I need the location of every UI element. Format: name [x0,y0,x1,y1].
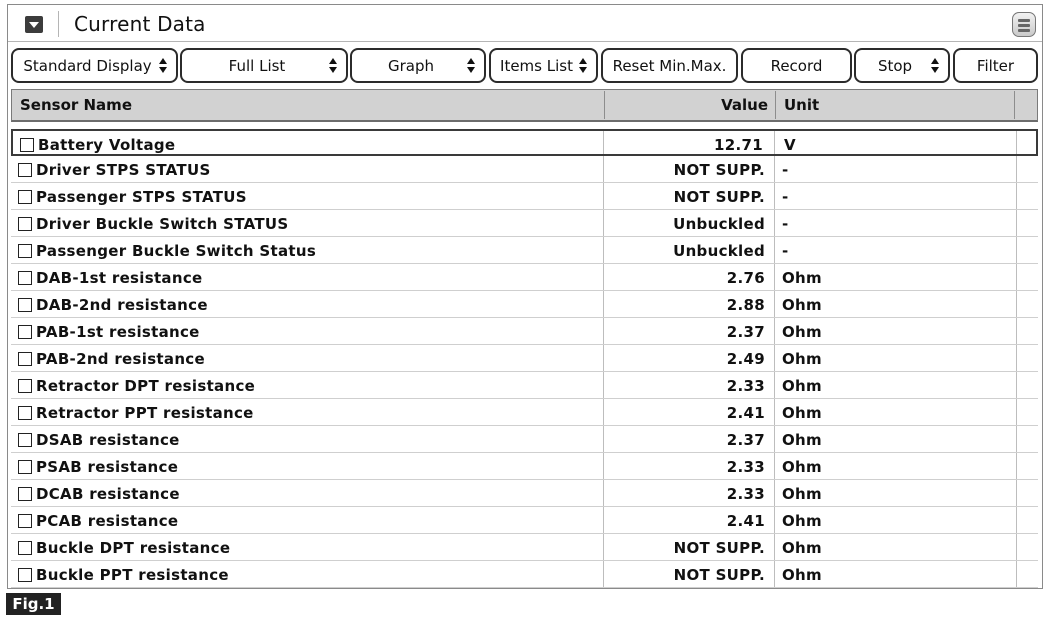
updown-arrow-icon [159,57,168,74]
sensor-data-table [11,89,1038,587]
sensor-unit-cell: Ohm [782,430,822,449]
sensor-unit-cell: Ohm [782,457,822,476]
sensor-unit-cell: - [782,160,789,179]
checkbox-icon[interactable] [20,138,34,152]
chevron-down-icon[interactable] [25,16,43,33]
menu-icon[interactable] [1012,12,1036,37]
checkbox-icon[interactable] [18,217,32,231]
sensor-value-cell: 12.71 [714,135,763,154]
sensor-unit-cell: Ohm [782,511,822,530]
full-list-label: Full List [228,56,286,75]
sensor-unit-cell: Ohm [782,295,822,314]
header-value[interactable]: Value [721,96,768,114]
checkbox-icon[interactable] [18,379,32,393]
table-row[interactable] [11,318,1038,345]
sensor-unit-cell: Ohm [782,403,822,422]
table-row[interactable] [11,561,1038,588]
sensor-value-cell: 2.37 [726,430,765,449]
header-sensor-name[interactable]: Sensor Name [20,96,132,114]
sensor-value-cell: 2.41 [726,511,765,530]
stop-dropdown[interactable] [854,48,950,83]
sensor-name-cell: DCAB resistance [36,484,180,503]
sensor-unit-cell: Ohm [782,268,822,287]
sensor-name-cell: Passenger Buckle Switch Status [36,241,317,260]
sensor-name-cell: PCAB resistance [36,511,179,530]
full-list-dropdown[interactable] [180,48,348,83]
table-row[interactable] [11,345,1038,372]
checkbox-icon[interactable] [18,487,32,501]
checkbox-icon[interactable] [18,271,32,285]
sensor-name-cell: Driver STPS STATUS [36,160,211,179]
checkbox-icon[interactable] [18,406,32,420]
record-button[interactable] [741,48,852,83]
table-row[interactable] [11,264,1038,291]
sensor-value-cell: NOT SUPP. [673,565,765,584]
sensor-value-cell: Unbuckled [673,214,765,233]
table-row[interactable] [11,507,1038,534]
table-row[interactable] [11,534,1038,561]
table-header [11,89,1038,122]
sensor-value-cell: Unbuckled [673,241,765,260]
table-row[interactable] [11,237,1038,264]
header-unit[interactable]: Unit [784,96,820,114]
reset-min-max-button[interactable] [601,48,738,83]
title-bar [8,5,1042,42]
table-row[interactable] [11,156,1038,183]
checkbox-icon[interactable] [18,460,32,474]
sensor-name-cell: Retractor PPT resistance [36,403,254,422]
sensor-name-cell: DSAB resistance [36,430,180,449]
checkbox-icon[interactable] [18,433,32,447]
sensor-unit-cell: - [782,187,789,206]
table-row[interactable] [11,183,1038,210]
standard-display-dropdown[interactable] [11,48,178,83]
checkbox-icon[interactable] [18,541,32,555]
items-list-label: Items List [500,56,573,75]
table-row[interactable] [11,426,1038,453]
sensor-unit-cell: Ohm [782,484,822,503]
updown-arrow-icon [329,57,338,74]
sensor-name-cell: PSAB resistance [36,457,179,476]
sensor-unit-cell: Ohm [782,349,822,368]
sensor-name-cell: Driver Buckle Switch STATUS [36,214,289,233]
sensor-name-cell: DAB-1st resistance [36,268,203,287]
header-divider [604,91,605,119]
table-row[interactable] [11,372,1038,399]
sensor-value-cell: 2.33 [726,376,765,395]
sensor-unit-cell: - [782,214,789,233]
sensor-value-cell: NOT SUPP. [673,538,765,557]
checkbox-icon[interactable] [18,325,32,339]
record-label: Record [770,56,823,75]
sensor-value-cell: 2.33 [726,457,765,476]
checkbox-icon[interactable] [18,514,32,528]
checkbox-icon[interactable] [18,298,32,312]
sensor-unit-cell: Ohm [782,565,822,584]
standard-display-label: Standard Display [23,56,152,75]
sensor-name-cell: Buckle DPT resistance [36,538,231,557]
stop-label: Stop [877,56,913,75]
table-row[interactable] [11,480,1038,507]
sensor-name-cell: Retractor DPT resistance [36,376,256,395]
graph-dropdown[interactable] [350,48,486,83]
reset-min-max-label: Reset Min.Max. [612,56,727,75]
window-title: Current Data [74,12,206,36]
sensor-value-cell: 2.76 [726,268,765,287]
checkbox-icon[interactable] [18,568,32,582]
sensor-value-cell: 2.49 [726,349,765,368]
table-row[interactable] [11,129,1038,156]
figure-label: Fig.1 [6,593,61,615]
filter-label: Filter [976,56,1015,75]
table-row[interactable] [11,291,1038,318]
checkbox-icon[interactable] [18,190,32,204]
items-list-dropdown[interactable] [489,48,598,83]
sensor-value-cell: 2.33 [726,484,765,503]
graph-label: Graph [387,56,434,75]
sensor-name-cell: PAB-2nd resistance [36,349,205,368]
table-row[interactable] [11,399,1038,426]
sensor-unit-cell: - [782,241,789,260]
updown-arrow-icon [579,57,588,74]
sensor-name-cell: Passenger STPS STATUS [36,187,247,206]
current-data-window [7,4,1043,589]
checkbox-icon[interactable] [18,163,32,177]
sensor-value-cell: 2.41 [726,403,765,422]
table-row[interactable] [11,453,1038,480]
sensor-value-cell: NOT SUPP. [673,187,765,206]
sensor-unit-cell: Ohm [782,322,822,341]
header-divider [775,91,776,119]
sensor-name-cell: DAB-2nd resistance [36,295,208,314]
toolbar [8,48,1042,86]
updown-arrow-icon [467,57,476,74]
checkbox-icon[interactable] [18,352,32,366]
sensor-value-cell: 2.37 [726,322,765,341]
header-divider [1014,91,1015,119]
table-row[interactable] [11,210,1038,237]
sensor-name-cell: Buckle PPT resistance [36,565,229,584]
checkbox-icon[interactable] [18,244,32,258]
sensor-value-cell: 2.88 [726,295,765,314]
filter-button[interactable] [953,48,1038,83]
sensor-unit-cell: Ohm [782,538,822,557]
sensor-name-cell: PAB-1st resistance [36,322,200,341]
sensor-value-cell: NOT SUPP. [673,160,765,179]
sensor-unit-cell: V [784,135,796,154]
sensor-unit-cell: Ohm [782,376,822,395]
title-divider [58,11,59,37]
sensor-name-cell: Battery Voltage [38,135,176,154]
updown-arrow-icon [931,57,940,74]
